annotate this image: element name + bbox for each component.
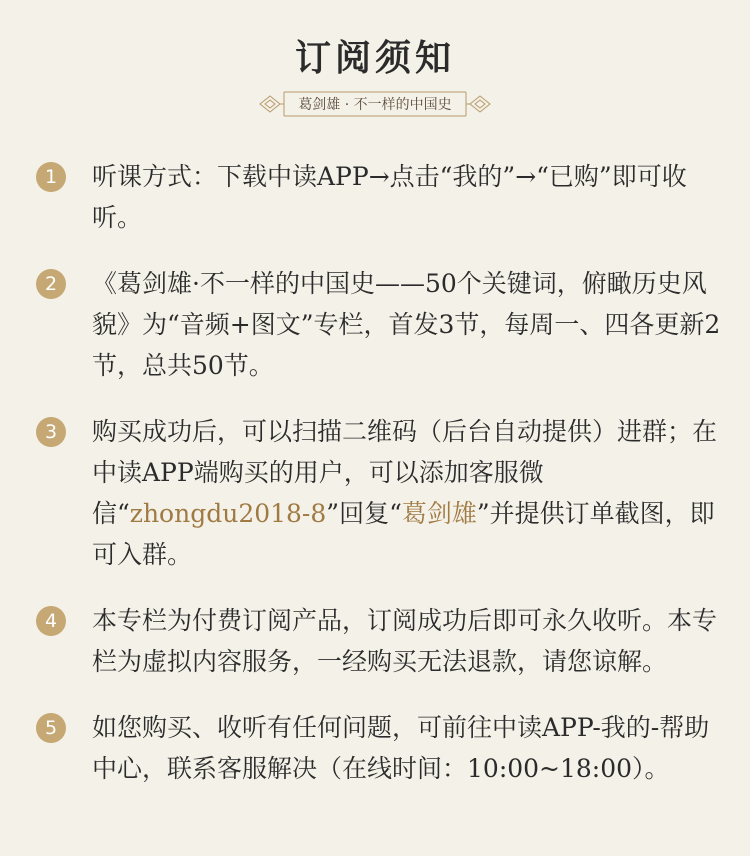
notice-text-part: ”并提供订单截图，即可入群。 <box>92 499 715 569</box>
list-item <box>36 600 726 682</box>
notice-text: 本专栏为付费订阅产品，订阅成功后即可永久收听。本专栏为虚拟内容服务，一经购买无法退款，请您谅解。 <box>92 606 718 676</box>
page-title: 订阅须知 <box>294 38 455 79</box>
notice-text: 听课方式：下载中读APP→点击“我的”→“已购”即可收听。 <box>92 162 687 232</box>
header <box>0 0 750 130</box>
list-item <box>36 707 726 789</box>
notice-text-part: 购买成功后，可以扫描二维码（后台自动提供）进群；在中读APP端购买的用户，可以添加客服微信“ <box>92 417 718 528</box>
notice-text-part: ”回复“ <box>326 499 402 528</box>
list-item <box>36 156 726 238</box>
list-item <box>36 411 726 575</box>
number-badge: 1 <box>36 162 66 192</box>
subtitle: 葛剑雄 · 不一样的中国史 <box>298 97 452 113</box>
wechat-id: zhongdu2018-8 <box>129 499 327 528</box>
reply-keyword: 葛剑雄 <box>401 499 477 528</box>
list-item <box>36 263 726 386</box>
number-badge: 2 <box>36 269 66 299</box>
notice-list <box>36 156 726 814</box>
number-badge: 3 <box>36 417 66 447</box>
number-badge: 5 <box>36 713 66 743</box>
notice-text: 《葛剑雄·不一样的中国史——50个关键词，俯瞰历史风貌》为“音频+图文”专栏，首发3节，每周一、四各更新2节，总共50节。 <box>92 269 721 380</box>
subtitle-banner <box>258 88 492 120</box>
notice-text: 如您购买、收听有任何问题，可前往中读APP-我的-帮助中心，联系客服解决（在线时间：10:00~18:00）。 <box>92 713 710 783</box>
number-badge: 4 <box>36 606 66 636</box>
notice-text <box>92 417 717 569</box>
